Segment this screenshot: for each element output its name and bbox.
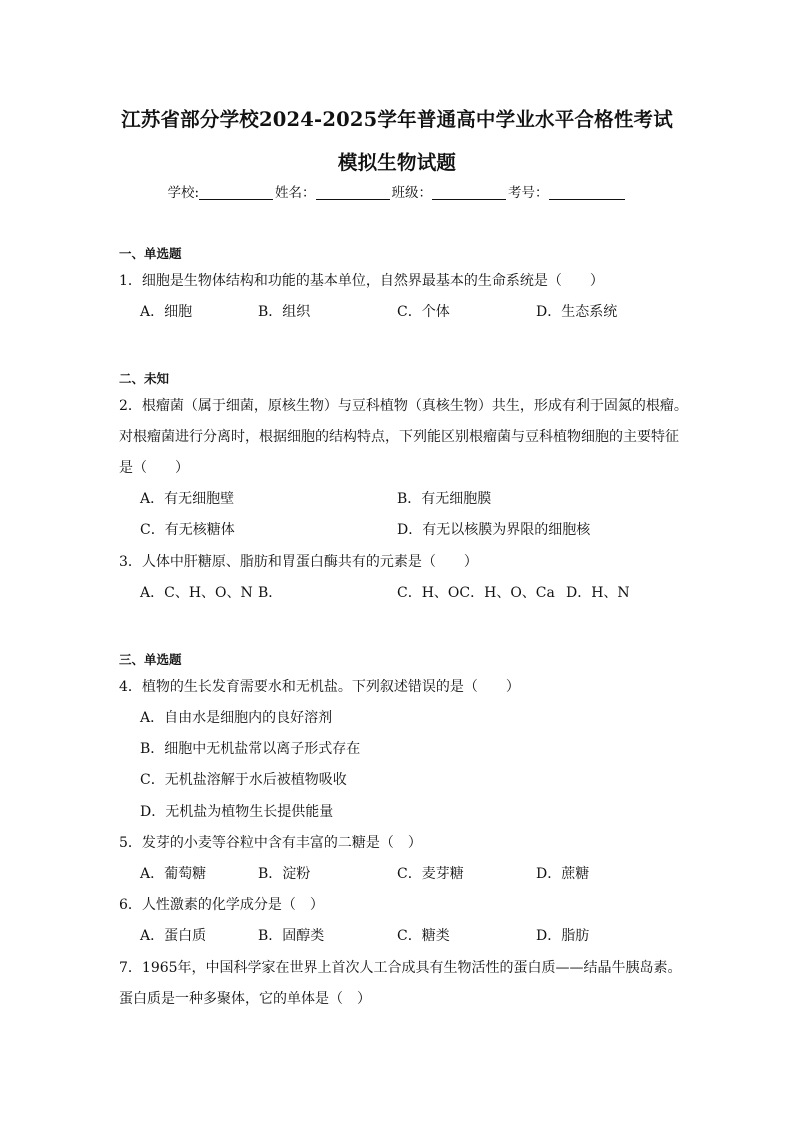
option-d: D．有无以核膜为界限的细胞核 — [397, 522, 591, 538]
exam-no-blank — [549, 185, 625, 200]
name-blank — [316, 185, 390, 200]
question-stem: 4．植物的生长发育需要水和无机盐。下列叙述错误的是（ ） — [119, 679, 520, 695]
option-b: B．组织 — [258, 304, 311, 320]
question-stem: 1．细胞是生物体结构和功能的基本单位，自然界最基本的生命系统是（ ） — [119, 273, 604, 289]
option-a: A．C、H、O、N — [140, 585, 253, 601]
exam-title-line-2: 模拟生物试题 — [337, 151, 457, 174]
option-b: B．淀粉 — [258, 866, 311, 882]
question-stem: 6．人性激素的化学成分是（ ） — [119, 897, 324, 913]
class-blank — [432, 185, 506, 200]
school-blank — [199, 185, 273, 200]
option-d: D．生态系统 — [536, 304, 618, 320]
option-c: C．H、OC．H、O、Ca — [397, 585, 555, 601]
option-b: B．细胞中无机盐常以离子形式存在 — [140, 741, 361, 757]
option-d: D．H、N — [566, 585, 630, 601]
option-d: D．蔗糖 — [536, 866, 590, 882]
option-c: C．无机盐溶解于水后被植物吸收 — [140, 772, 347, 788]
question-stem: 7．1965年，中国科学家在世界上首次人工合成具有生物活性的蛋白质——结晶牛胰岛素。 — [119, 960, 682, 976]
question-stem: 是（ ） — [119, 460, 189, 476]
question-stem: 2．根瘤菌（属于细菌，原核生物）与豆科植物（真核生物）共生，形成有利于固氮的根瘤。 — [119, 398, 688, 414]
question-stem: 3．人体中肝糖原、脂肪和胃蛋白酶共有的元素是（ ） — [119, 554, 478, 570]
option-a: A．细胞 — [140, 304, 193, 320]
option-c: C．麦芽糖 — [397, 866, 464, 882]
option-d: D．脂肪 — [536, 928, 590, 944]
class-label: 班级： — [391, 185, 433, 201]
option-b: B．固醇类 — [258, 928, 325, 944]
question-stem: 蛋白质是一种多聚体，它的单体是（ ） — [119, 991, 371, 1007]
option-c: C．有无核糖体 — [140, 522, 235, 538]
option-d: D．无机盐为植物生长提供能量 — [140, 804, 334, 820]
exam-no-label: 考号： — [508, 185, 549, 201]
exam-title-line-1: 江苏省部分学校2024-2025学年普通高中学业水平合格性考试 — [121, 108, 673, 131]
option-b: B．有无细胞膜 — [397, 491, 492, 507]
question-stem: 对根瘤菌进行分离时，根据细胞的结构特点，下列能区别根瘤菌与豆科植物细胞的主要特征 — [119, 429, 679, 445]
section-heading: 三、单选题 — [119, 652, 182, 667]
option-a: A．葡萄糖 — [140, 866, 207, 882]
section-heading: 一、单选题 — [119, 246, 182, 261]
option-b: B． — [258, 585, 283, 601]
option-a: A．有无细胞壁 — [140, 491, 235, 507]
option-a: A．蛋白质 — [140, 928, 207, 944]
section-heading: 二、未知 — [119, 371, 170, 386]
question-stem: 5．发芽的小麦等谷粒中含有丰富的二糖是（ ） — [119, 835, 422, 851]
student-info-row — [0, 181, 794, 201]
name-label: 姓名： — [275, 185, 316, 201]
option-c: C．个体 — [397, 304, 450, 320]
school-label: 学校: — [167, 185, 200, 201]
option-c: C．糖类 — [397, 928, 450, 944]
option-a: A．自由水是细胞内的良好溶剂 — [140, 710, 333, 726]
